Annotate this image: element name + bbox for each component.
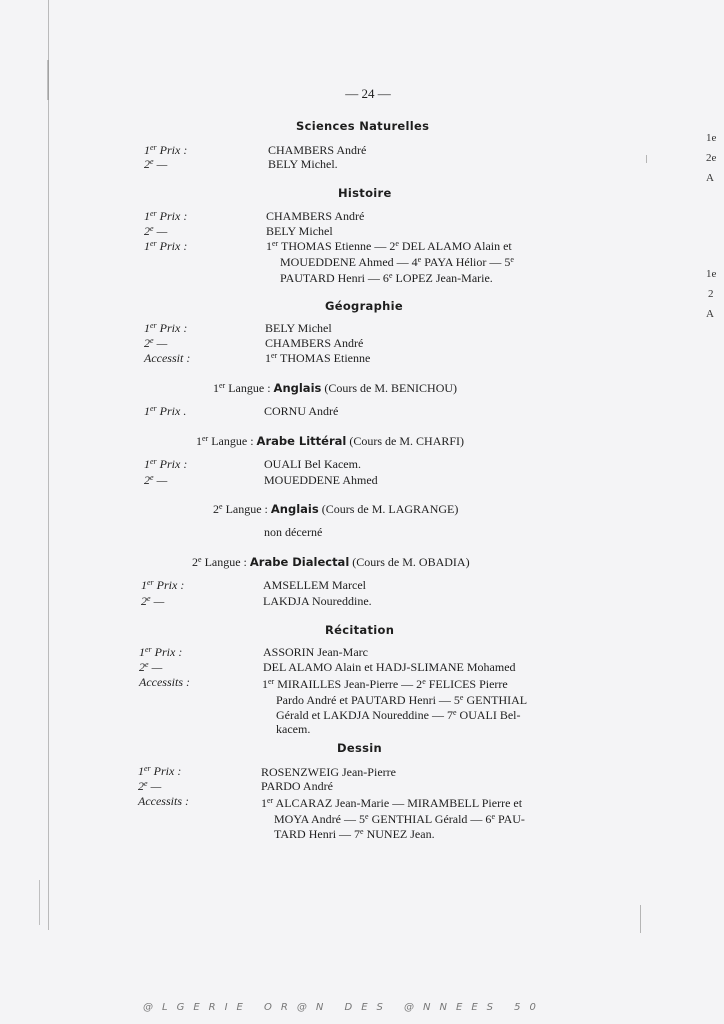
row-value: ROSENZWEIG Jean-Pierre [261, 765, 396, 779]
heading-prefix: 1er Langue : [213, 381, 271, 395]
section-title: Dessin [337, 741, 382, 755]
heading-prefix: 1er Langue : [196, 434, 254, 448]
edge-fragment: A [706, 172, 714, 184]
heading-subject: Anglais [273, 381, 322, 395]
row-continuation: kacem. [276, 722, 311, 736]
left-margin-mark [39, 880, 40, 925]
row-label: 1er Prix : [144, 239, 188, 253]
row-continuation: MOUEDDENE Ahmed — 4e PAYA Hélior — 5e [280, 255, 514, 269]
row-continuation: Pardo André et PAUTARD Henri — 5e GENTHIAL [276, 693, 528, 707]
row-value: 1er THOMAS Etienne — 2e DEL ALAMO Alain et [266, 239, 512, 253]
right-margin-mark [640, 905, 641, 933]
row-value: OUALI Bel Kacem. [264, 457, 361, 471]
row-value: ASSORIN Jean-Marc [263, 645, 368, 659]
row-label: 1er Prix : [144, 143, 188, 157]
language-heading [192, 555, 470, 570]
row-label: 2e — [144, 473, 168, 487]
edge-fragment: 1e [706, 268, 717, 280]
row-label: 2e — [139, 660, 163, 674]
row-value: 1er MIRAILLES Jean-Pierre — 2e FELICES Pierre [262, 677, 508, 691]
row-label: 1er Prix : [141, 578, 185, 592]
row-continuation: Gérald et LAKDJA Noureddine — 7e OUALI Bel- [276, 708, 521, 722]
row-value: CHAMBERS André [265, 336, 364, 350]
heading-subject: Arabe Littéral [256, 434, 347, 448]
language-heading [196, 434, 464, 449]
section-title: Géographie [325, 299, 403, 313]
heading-suffix: (Cours de M. BENICHOU) [324, 381, 458, 395]
row-label: 1er Prix : [144, 321, 188, 335]
row-continuation: PAUTARD Henri — 6e LOPEZ Jean-Marie. [280, 271, 493, 285]
section-title: Histoire [338, 186, 392, 200]
row-label: Accessits : [138, 794, 189, 808]
row-label: 2e — [144, 336, 168, 350]
language-heading [213, 502, 458, 517]
heading-suffix: (Cours de M. OBADIA) [352, 555, 470, 569]
row-continuation: MOYA André — 5e GENTHIAL Gérald — 6e PAU- [274, 812, 525, 826]
row-value: CHAMBERS André [266, 209, 365, 223]
page-number: — 24 — [345, 86, 391, 101]
footer-watermark: @LGERIE OR@N DES @NNEES 50 [143, 1002, 545, 1013]
row-label: 1er Prix : [138, 764, 182, 778]
left-margin-line [48, 0, 49, 930]
row-label: Accessits : [139, 675, 190, 689]
row-value: PARDO André [261, 779, 333, 793]
row-label: Accessit : [144, 351, 191, 365]
heading-suffix: (Cours de M. LAGRANGE) [321, 502, 459, 516]
row-label: 1er Prix : [139, 645, 183, 659]
row-label: 1er Prix : [144, 209, 188, 223]
heading-subject: Arabe Dialectal [249, 555, 350, 569]
row-label: 1er Prix : [144, 457, 188, 471]
row-value: non décerné [264, 525, 323, 539]
row-label: 2e — [144, 157, 168, 171]
row-label: 2e — [138, 779, 162, 793]
row-value: MOUEDDENE Ahmed [264, 473, 378, 487]
heading-suffix: (Cours de M. CHARFI) [349, 434, 465, 448]
row-value: DEL ALAMO Alain et HADJ-SLIMANE Mohamed [263, 660, 516, 674]
edge-fragment: 2 [708, 288, 714, 300]
right-margin-mark [646, 155, 647, 163]
heading-prefix: 2e Langue : [192, 555, 247, 569]
row-value: LAKDJA Noureddine. [263, 594, 372, 608]
row-value: AMSELLEM Marcel [263, 578, 366, 592]
row-label: 1er Prix . [144, 404, 187, 418]
row-value: CHAMBERS André [268, 143, 367, 157]
language-heading [213, 381, 457, 396]
section-title: Récitation [325, 623, 395, 637]
row-continuation: TARD Henri — 7e NUNEZ Jean. [274, 827, 435, 841]
row-label: 2e — [141, 594, 165, 608]
section-title: Sciences Naturelles [296, 119, 430, 133]
row-value: 1er THOMAS Etienne [265, 351, 371, 365]
row-value: BELY Michel [266, 224, 333, 238]
row-value: CORNU André [264, 404, 339, 418]
row-value: BELY Michel. [268, 157, 338, 171]
row-value: 1er ALCARAZ Jean-Marie — MIRAMBELL Pierre et [261, 796, 523, 810]
edge-fragment: A [706, 308, 714, 320]
edge-fragment: 2e [706, 152, 717, 164]
row-label: 2e — [144, 224, 168, 238]
edge-fragment: 1e [706, 132, 717, 144]
heading-subject: Anglais [270, 502, 319, 516]
row-value: BELY Michel [265, 321, 332, 335]
heading-prefix: 2e Langue : [213, 502, 268, 516]
